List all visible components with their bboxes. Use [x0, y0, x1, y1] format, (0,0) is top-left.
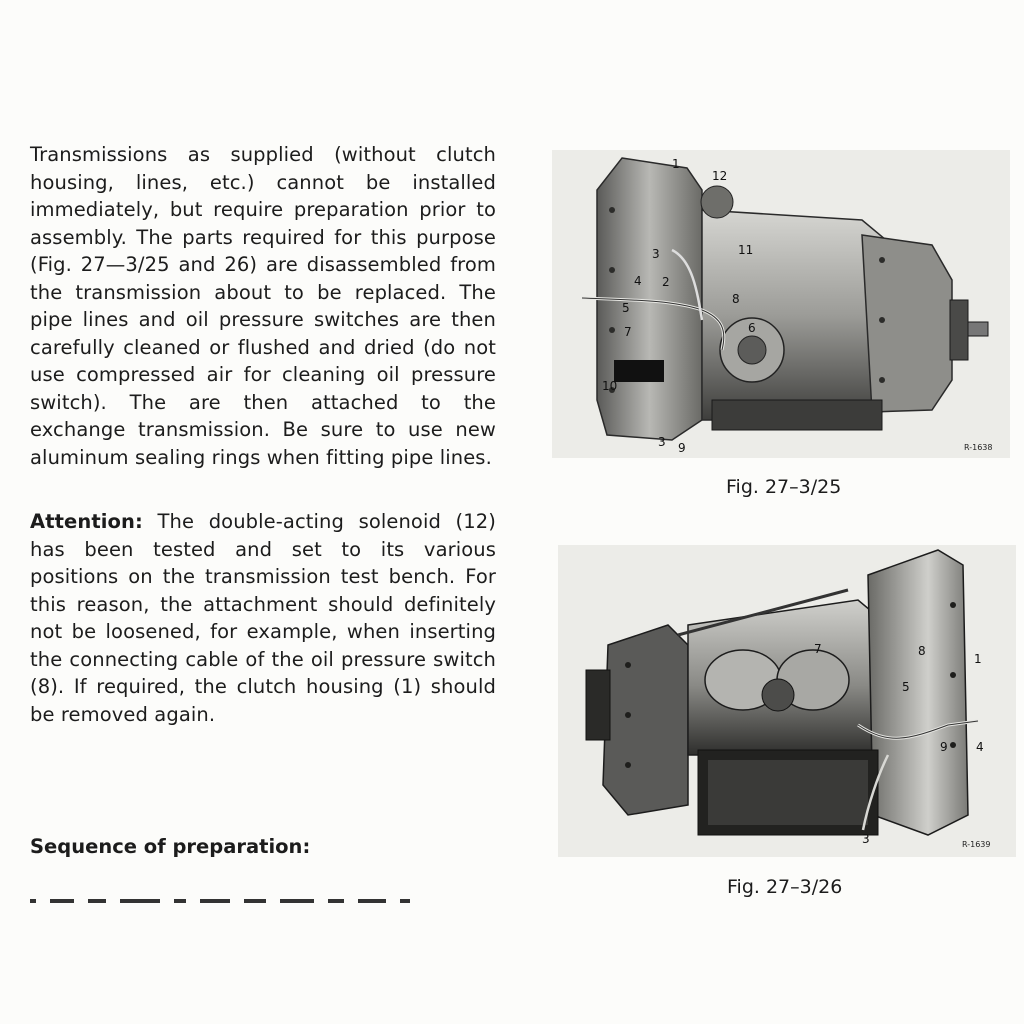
intro-paragraph: Transmissions as supplied (without clutch housing, lines, etc.) cannot be installed immediately, but require preparation prior to assembly. The parts required for this purpose (Fig. 27—3/25 and 26) are disassembled from the transmission about to be replaced. The pipe lines and oil pressure switches are then carefully cleaned or flushed and dried (do not use compressed air for cleaning oil pressure switch). The are then attached to the exchange transmission. Be sure to use new aluminum sealing rings when fitting pipe lines. — [30, 143, 496, 469]
fig1-callout-8: 8 — [732, 292, 740, 306]
transmission-photo-1 — [552, 150, 1010, 458]
cut-off-text-line — [30, 899, 490, 909]
fig1-callout-12: 12 — [712, 169, 728, 183]
fig2-callout-4: 4 — [976, 740, 984, 754]
fig2-callout-5: 5 — [902, 680, 910, 694]
sequence-heading: Sequence of preparation: — [30, 835, 311, 858]
fig2-callout-3: 3 — [862, 832, 870, 846]
fig2-callout-8: 8 — [918, 644, 926, 658]
fig2-ref-code: R-1639 — [962, 840, 991, 849]
figure-transmission-right-view — [558, 545, 1016, 857]
fig1-callout-3-bottom: 3 — [658, 435, 666, 449]
attention-lead: Attention: — [30, 510, 143, 533]
fig2-callout-1: 1 — [974, 652, 982, 666]
fig1-callout-11: 11 — [738, 243, 754, 257]
attention-text: The double-acting solenoid (12) has been tested and set to its various positions on the transmission test bench. For this reason, the attachment should definitely not be loosened, for example, when inserting the connecting cable of the oil pressure switch (8). If required, the clutch housing (1) should be removed again. — [30, 510, 496, 726]
fig1-callout-3-top: 3 — [652, 247, 660, 261]
fig1-callout-7: 7 — [624, 325, 632, 339]
fig2-callout-7: 7 — [814, 642, 822, 656]
fig1-callout-2: 2 — [662, 275, 670, 289]
fig1-callout-10: 10 — [602, 379, 618, 393]
figure-transmission-left-view — [552, 150, 1010, 458]
fig1-callout-6: 6 — [748, 321, 756, 335]
fig1-callout-1: 1 — [672, 157, 680, 171]
fig2-caption: Fig. 27–3/26 — [727, 876, 843, 898]
fig1-ref-code: R-1638 — [964, 443, 993, 452]
transmission-photo-2 — [558, 545, 1016, 857]
fig1-callout-5: 5 — [622, 301, 630, 315]
fig1-callout-4: 4 — [634, 274, 642, 288]
fig1-callout-9: 9 — [678, 441, 686, 455]
fig1-caption: Fig. 27–3/25 — [726, 476, 842, 498]
fig2-callout-9: 9 — [940, 740, 948, 754]
attention-paragraph — [30, 508, 496, 728]
